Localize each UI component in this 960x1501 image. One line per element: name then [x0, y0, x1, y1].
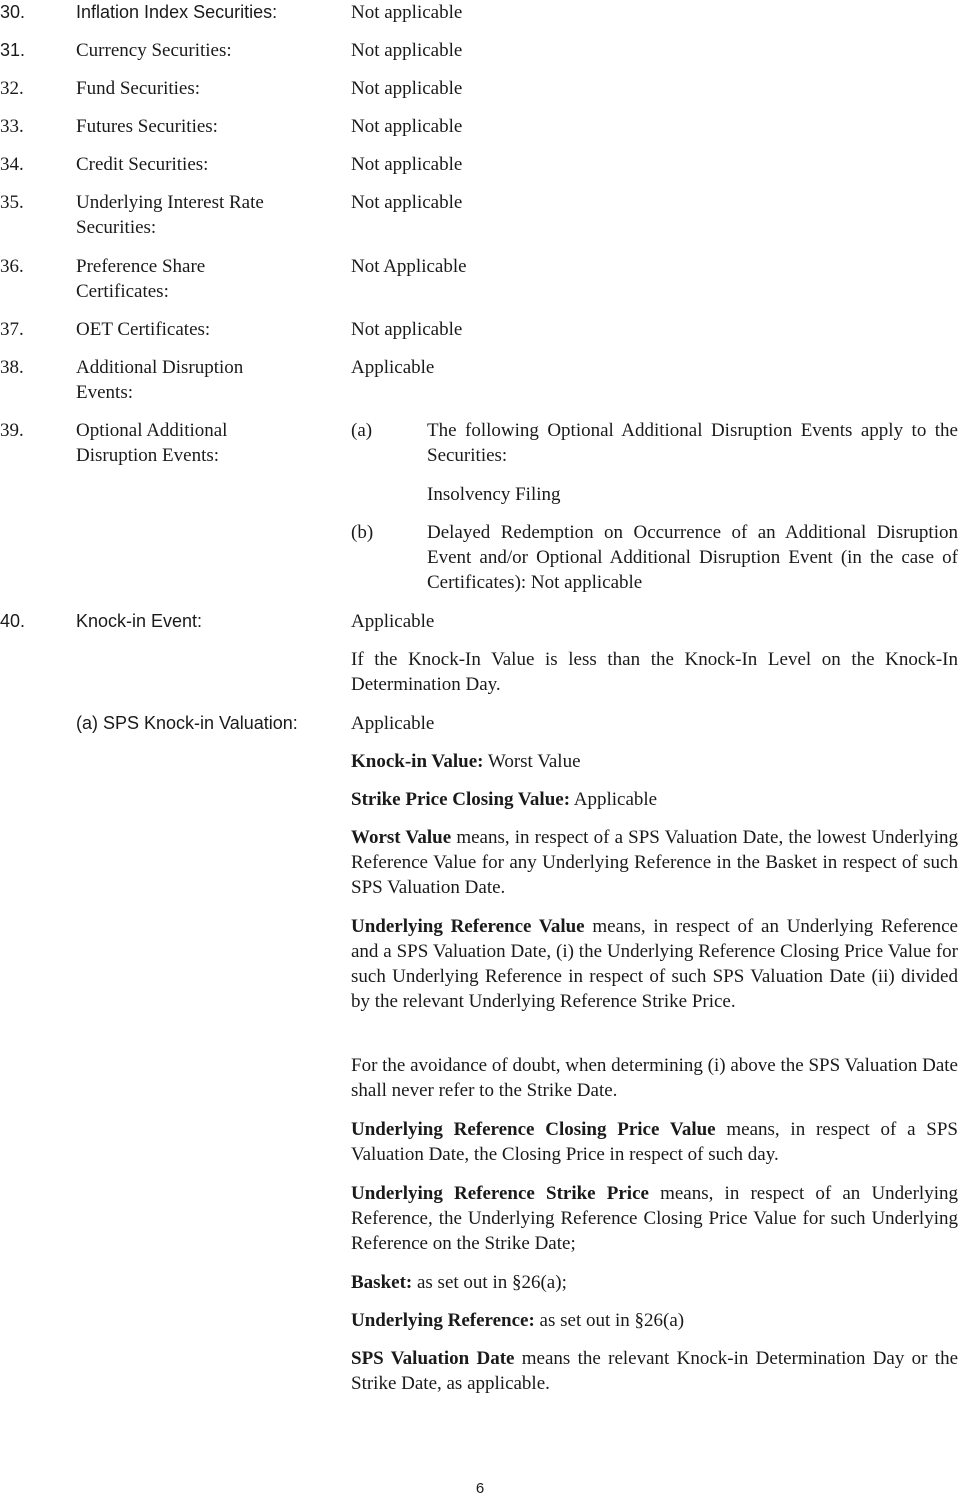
item39-b-text: Delayed Redemption on Occurrence of an Additional Disruption Event and/or Optional Additional Disruption Event (in the case of Certificates): Not applicable	[427, 522, 958, 593]
item-value-37: Not applicable	[351, 319, 463, 340]
item-number-31: 31.	[0, 40, 26, 60]
item-value-36: Not Applicable	[351, 256, 467, 277]
item-value-32: Not applicable	[351, 78, 463, 99]
item-number-30: 30.	[0, 2, 26, 22]
detail-sps-valuation-date: SPS Valuation Date means the relevant Knock-in Determination Day or the Strike Date, as applicable.	[351, 1348, 959, 1394]
item-label-31: Currency Securities:	[76, 40, 232, 61]
item39-a-text: The following Optional Additional Disruption Events apply to the Securities:	[427, 420, 958, 466]
item-number-38: 38.	[0, 357, 24, 378]
item-value-38: Applicable	[351, 357, 435, 378]
item-number-33: 33.	[0, 116, 24, 137]
sps-knock-in-value: Applicable	[351, 713, 435, 734]
detail-knock-in-value: Knock-in Value: Worst Value	[351, 751, 581, 772]
item-label-35: Underlying Interest Rate Securities:	[76, 192, 264, 238]
item-label-38: Additional Disruption Events:	[76, 357, 244, 403]
item-number-36: 36.	[0, 256, 24, 277]
item-label-30: Inflation Index Securities:	[76, 2, 278, 22]
item-label-39: Optional Additional Disruption Events:	[76, 420, 228, 466]
item-label-37: OET Certificates:	[76, 319, 211, 340]
item-label-40: Knock-in Event:	[76, 611, 203, 631]
item-value-34: Not applicable	[351, 154, 463, 175]
detail-strike-price: Underlying Reference Strike Price means, in respect of an Underlying Reference, the Underlying Reference Closing Price Value for such Underlying Reference on the Strike Date;	[351, 1183, 958, 1254]
page-number: 6	[475, 1480, 485, 1497]
knock-in-condition: If the Knock-In Value is less than the Knock-In Level on the Knock-In Determination Day.	[351, 649, 958, 695]
item-value-33: Not applicable	[351, 116, 463, 137]
item39-b-letter: (b)	[351, 522, 374, 543]
item-number-40: 40.	[0, 611, 26, 631]
item39-a-sub: Insolvency Filing	[427, 484, 561, 505]
item-label-33: Futures Securities:	[76, 116, 218, 137]
item-value-30: Not applicable	[351, 2, 463, 23]
detail-worst-value: Worst Value means, in respect of a SPS Valuation Date, the lowest Underlying Reference Value for any Underlying Reference in the Basket in respect of such SPS Valuation Date.	[351, 827, 958, 898]
item-value-40: Applicable	[351, 611, 435, 632]
detail-closing-price-value: Underlying Reference Closing Price Value means, in respect of a SPS Valuation Date, the Closing Price in respect of such day.	[351, 1119, 959, 1165]
item-value-31: Not applicable	[351, 40, 463, 61]
detail-underlying-reference-value: Underlying Reference Value means, in respect of an Underlying Reference and a SPS Valuation Date, (i) the Underlying Reference Closing Price Value for such Underlying Reference in respect of such SPS Valuation Date (ii) divided by the relevant Underlying Reference Strike Price.	[351, 916, 958, 1012]
item-number-37: 37.	[0, 319, 24, 340]
detail-strike-price-closing-value: Strike Price Closing Value: Applicable	[351, 789, 658, 810]
item-label-36: Preference Share Certificates:	[76, 256, 206, 302]
item-label-34: Credit Securities:	[76, 154, 209, 175]
sps-knock-in-label: (a) SPS Knock-in Valuation:	[76, 713, 298, 733]
item-number-39: 39.	[0, 420, 24, 441]
item-value-35: Not applicable	[351, 192, 463, 213]
item-label-32: Fund Securities:	[76, 78, 201, 99]
item-number-34: 34.	[0, 154, 24, 175]
item39-a-letter: (a)	[351, 420, 373, 441]
item-number-32: 32.	[0, 78, 24, 99]
detail-underlying-reference: Underlying Reference: as set out in §26(a)	[351, 1310, 685, 1331]
detail-basket: Basket: as set out in §26(a);	[351, 1272, 567, 1293]
item-number-35: 35.	[0, 192, 24, 213]
detail-avoidance-of-doubt: For the avoidance of doubt, when determining (i) above the SPS Valuation Date shall never refer to the Strike Date.	[351, 1055, 958, 1101]
